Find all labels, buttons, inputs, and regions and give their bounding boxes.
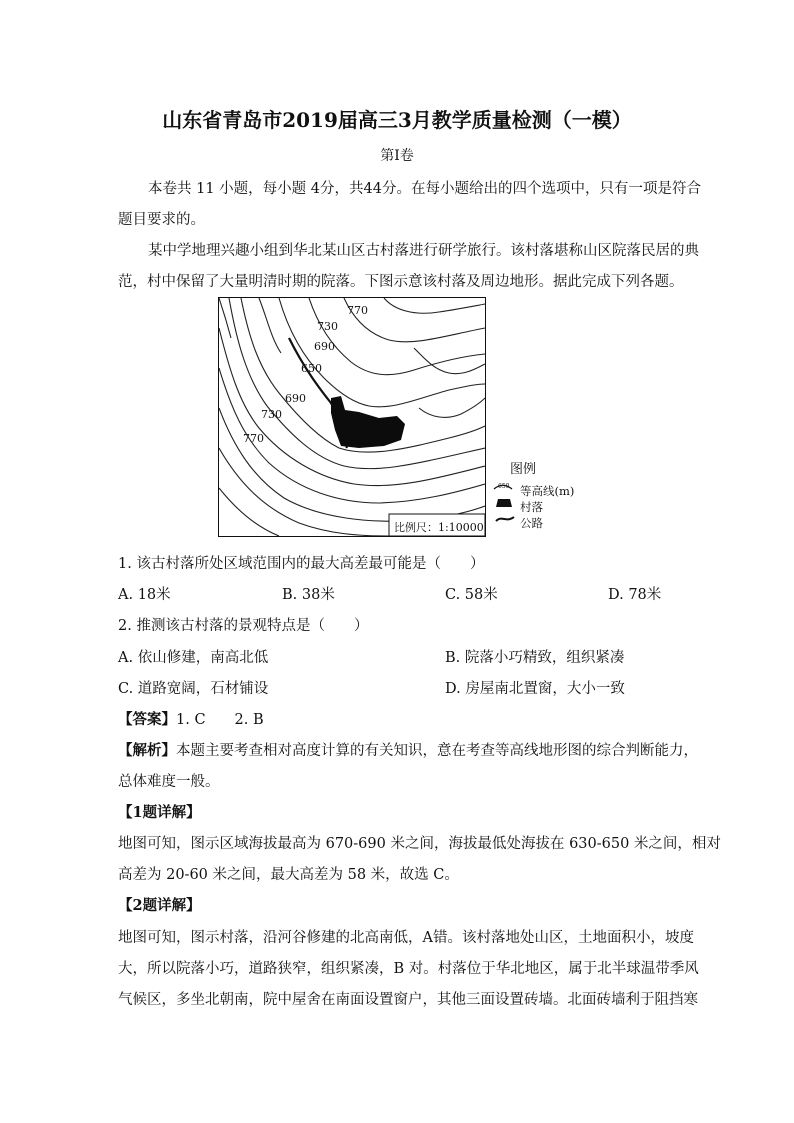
detail-2-label: 【2题详解】 — [118, 897, 201, 914]
contour-label: 770 — [243, 432, 264, 445]
contour-line — [219, 298, 231, 338]
analysis-line-2: 总体难度一般。 — [118, 774, 220, 790]
page-title: 山东省青岛市2019届高三3月教学质量检测（一模） — [162, 108, 632, 132]
contour-line — [309, 298, 485, 375]
section-title: 第Ⅰ卷 — [380, 148, 414, 164]
contour-line — [219, 448, 389, 536]
q1-option-b: B. 38米 — [282, 587, 335, 603]
village-area — [331, 396, 405, 448]
answer-label: 【答案】 — [118, 711, 176, 728]
map-scale: 比例尺：1:10000 — [394, 521, 484, 534]
village-symbol-icon — [496, 499, 512, 507]
q1-option-d: D. 78米 — [608, 587, 662, 603]
legend-symbols — [492, 483, 520, 538]
detail-2-line-2: 大，所以院落小巧，道路狭窄，组织紧凑，B 对。村落位于华北地区，属于北半球温带季风 — [118, 961, 699, 977]
contour-line — [279, 298, 485, 407]
detail-2-line-1: 地图可知，图示村落，沿河谷修建的北高南低，A错。该村落地处山区，土地面积小，坡度 — [118, 930, 694, 946]
contour-line — [219, 328, 485, 486]
road-symbol-icon — [496, 517, 514, 521]
context-line-1: 某中学地理兴趣小组到华北某山区古村落进行研学旅行。该村落堪称山区院落民居的典 — [148, 243, 699, 259]
contour-map — [218, 297, 486, 537]
contour-label: 770 — [347, 304, 368, 317]
legend-road: 公路 — [520, 516, 543, 530]
q2-option-b: B. 院落小巧精致，组织紧凑 — [445, 650, 625, 666]
contour-line — [259, 298, 281, 353]
analysis-label: 【解析】 — [118, 742, 176, 759]
legend-contour: 等高线(m) — [520, 484, 575, 498]
q2-option-d: D. 房屋南北置窗，大小一致 — [445, 681, 625, 697]
intro-line-2: 题目要求的。 — [118, 212, 205, 228]
q1-option-a: A. 18米 — [118, 587, 171, 603]
answer-line — [118, 708, 264, 729]
legend-title: 图例 — [510, 462, 537, 477]
contour-line — [419, 398, 485, 417]
contour-map-drawing — [219, 298, 485, 536]
intro-line-1: 本卷共 11 小题，每小题 4分，共44分。在每小题给出的四个选项中，只有一项是符合 — [148, 181, 701, 197]
detail-1-label: 【1题详解】 — [118, 804, 201, 821]
map-legend — [492, 458, 602, 538]
q2-option-a: A. 依山修建，南高北低 — [118, 650, 269, 666]
detail-1-line-1: 地图可知，图示区域海拔最高为 670-690 米之间，海拔最低处海拔在 630-650 米之间，相对 — [118, 836, 721, 852]
q2-option-c: C. 道路宽阔，石材铺设 — [118, 681, 269, 697]
q1-option-c: C. 58米 — [445, 587, 498, 603]
legend-contour-sample: 650 — [498, 483, 510, 490]
contour-label: 650 — [301, 362, 322, 375]
analysis-line-1 — [118, 739, 698, 760]
analysis-text-1: 本题主要考查相对高度计算的有关知识，意在考查等高线地形图的综合判断能力， — [176, 743, 698, 759]
contour-line — [219, 488, 279, 536]
contour-label: 690 — [285, 392, 306, 405]
contour-label: 730 — [261, 408, 282, 421]
contour-line — [384, 298, 485, 313]
contour-label: 730 — [317, 320, 338, 333]
question-2-stem: 2. 推测该古村落的景观特点是（ ） — [118, 618, 369, 634]
contour-line — [414, 348, 485, 374]
detail-1-line-2: 高差为 20-60 米之间，最大高差为 58 米，故选 C。 — [118, 867, 459, 883]
question-1-stem: 1. 该古村落所处区域范围内的最大高差最可能是（ ） — [118, 556, 485, 572]
answer-text: 1. C 2. B — [176, 712, 264, 728]
detail-2-line-3: 气候区，多坐北朝南，院中屋舍在南面设置窗户，其他三面设置砖墙。北面砖墙利于阻挡寒 — [118, 992, 698, 1008]
legend-village: 村落 — [520, 500, 543, 514]
context-line-2: 范，村中保留了大量明清时期的院落。下图示意该村落及周边地形。据此完成下列各题。 — [118, 274, 684, 290]
contour-label: 690 — [314, 340, 335, 353]
